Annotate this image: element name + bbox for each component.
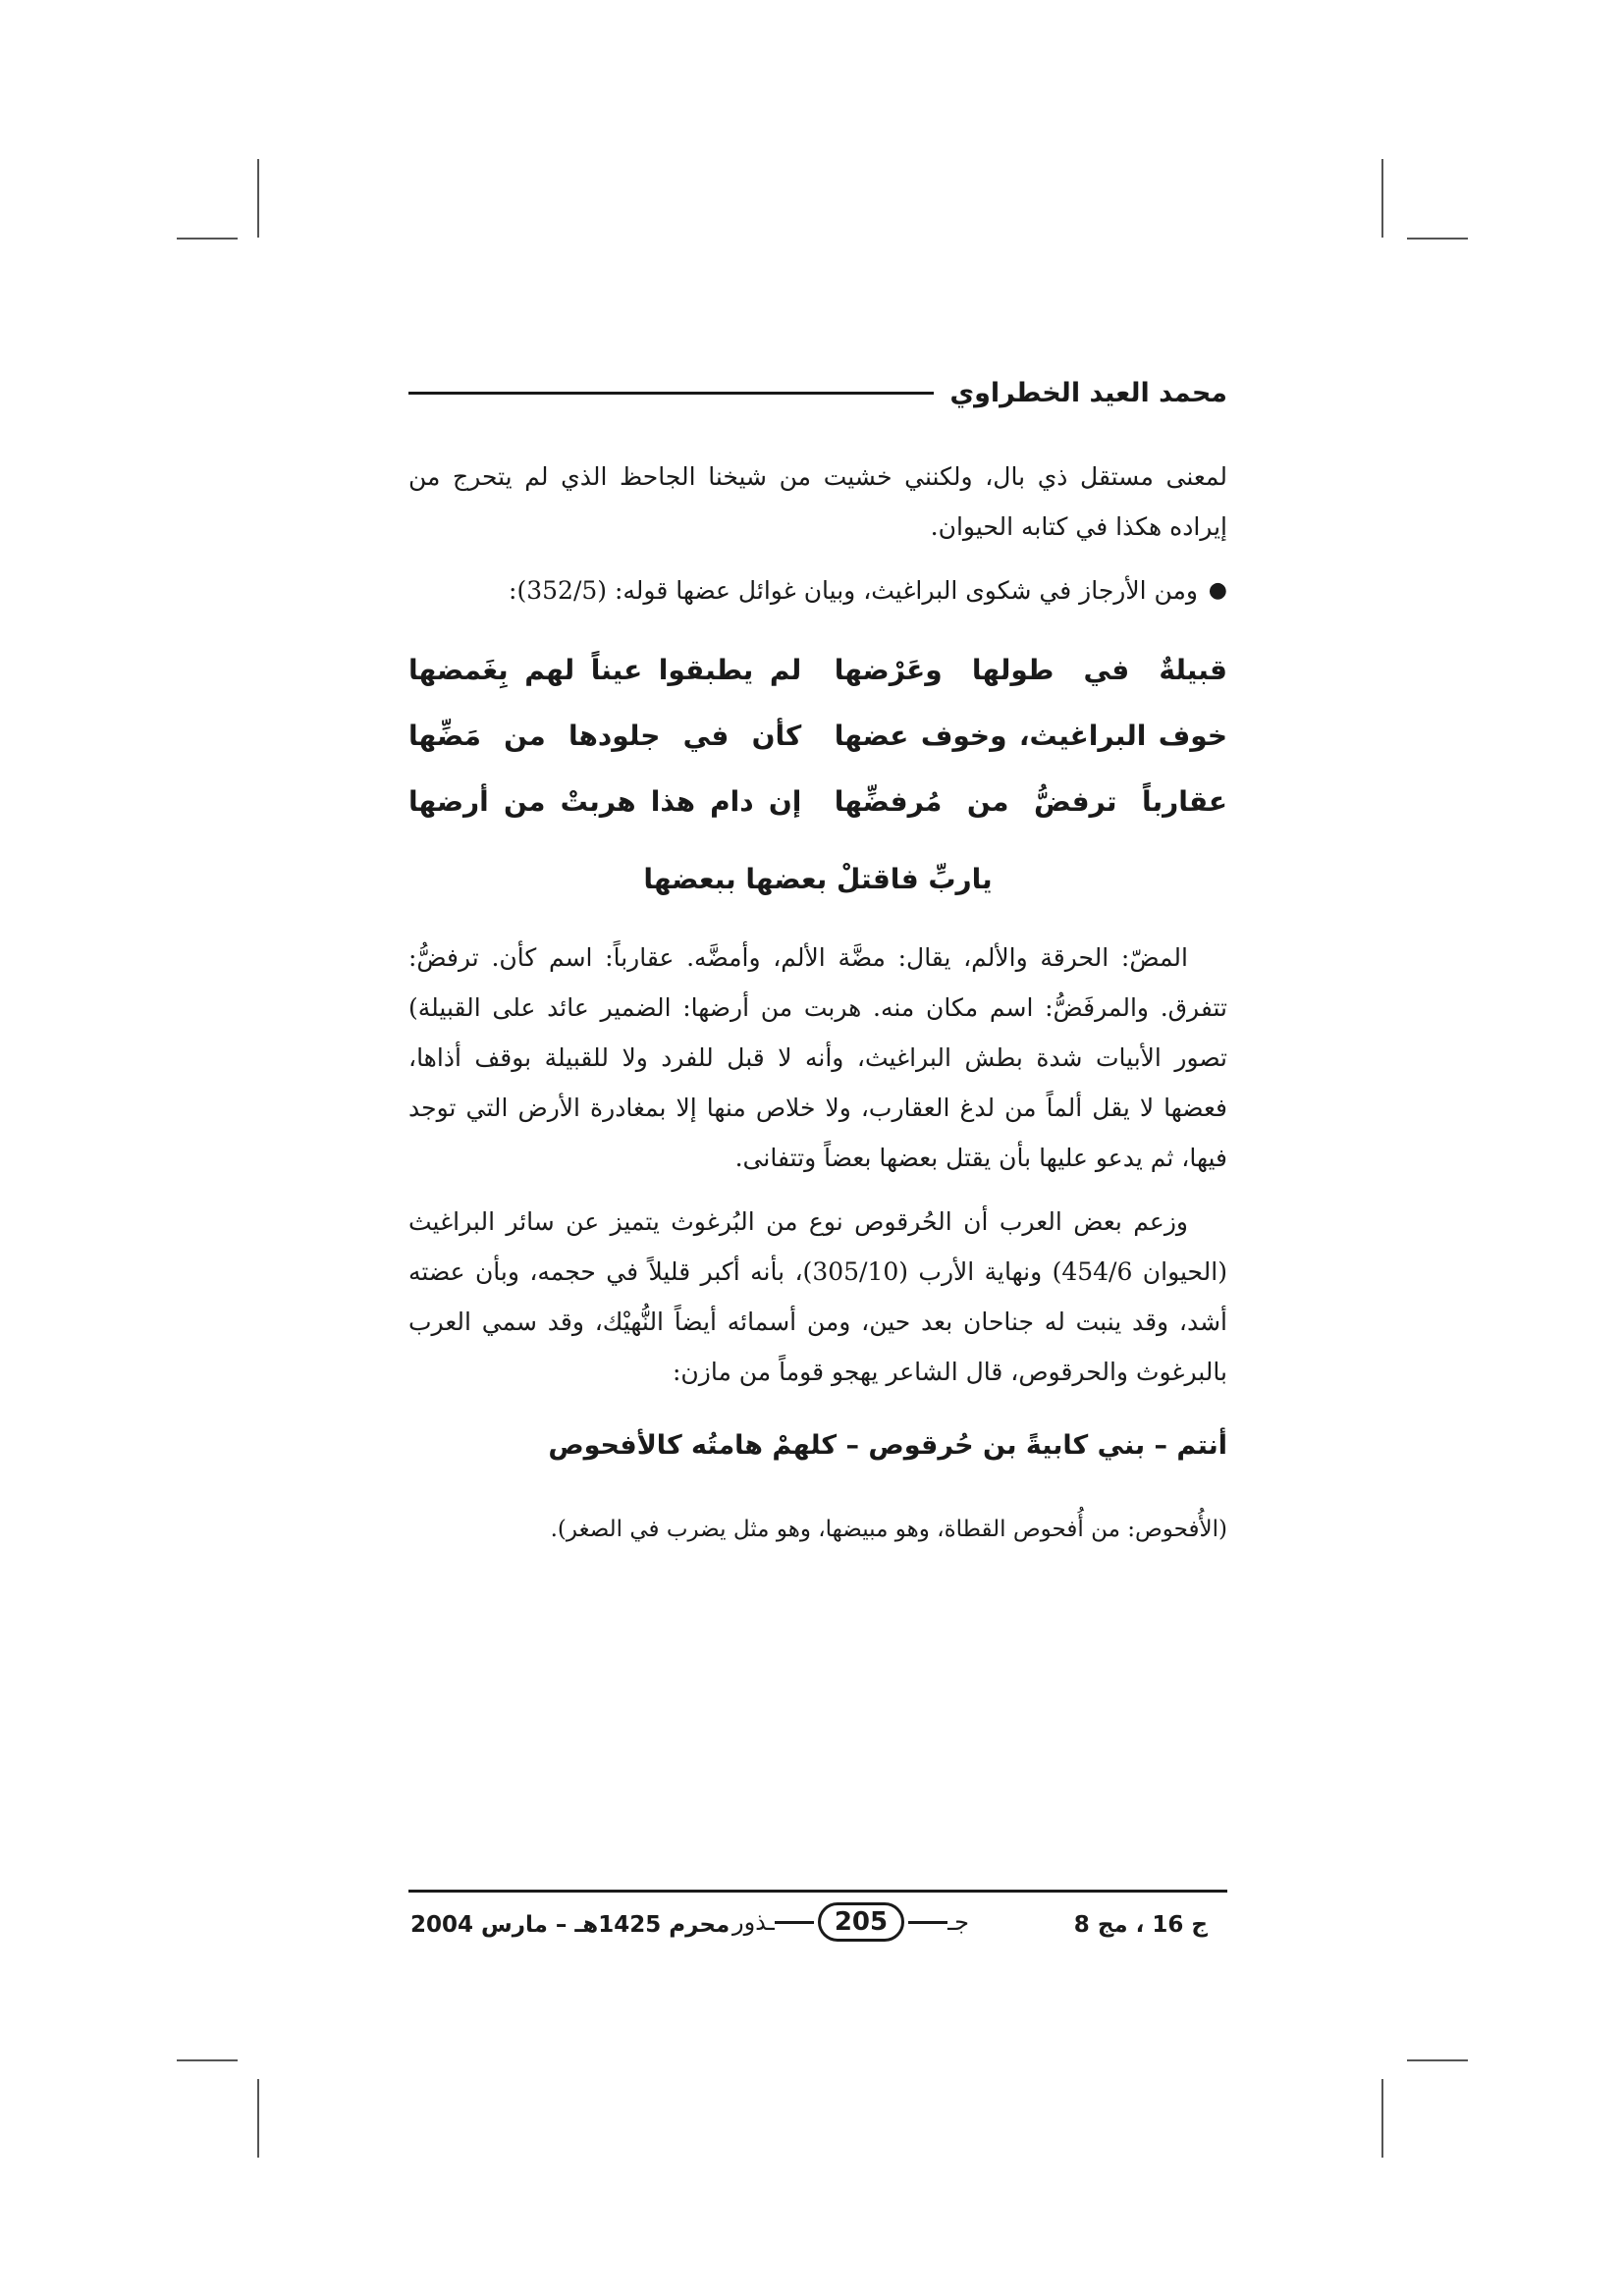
verse-first-hemistich: عقارباً ترفضُّ من مُرفضِّها bbox=[834, 785, 1227, 818]
running-header bbox=[408, 373, 1227, 412]
verse-final: ياربِّ فاقتلْ بعضها ببعضها bbox=[643, 863, 993, 895]
footer-rule bbox=[408, 1890, 1227, 1893]
crop-mark bbox=[257, 2079, 259, 2158]
crop-mark bbox=[1381, 2079, 1383, 2158]
paragraph-3: المضّ: الحرقة والألم، يقال: مضَّة الألم، وأمضَّه. عقارباً: اسم كأن. ترفضُّ: تتفرق. والمرفَضُّ: اسم مكان منه. هربت من أرضها: الضمير عائد على القبيلة) تصور الأبيات شدة بطش البراغيث، وأنه لا قبل للفرد ولا للقبيلة بوقف أذاها، فعضها لا يقل ألماً من لدغ العقارب، ولا خلاص منها إلا بمغادرة الأرض التي توجد فيها، ثم يدعو عليها بأن يقتل بعضها بعضاً وتتفانى. bbox=[408, 943, 1227, 1172]
brand-line bbox=[775, 1921, 814, 1924]
verse-second-hemistich: كأن في جلودها من مَضِّها bbox=[408, 720, 802, 752]
verse-gloss: (الأُفحوص: من أُفحوص القطاة، وهو مبيضها، وهو مثل يضرب في الصغر). bbox=[550, 1517, 1227, 1542]
verse-second-hemistich: لم يطبقوا عيناً لهم بِغَمضها bbox=[408, 654, 802, 686]
paragraph-2: ومن الأرجاز في شكوى البراغيث، وبيان غوائل عضها قوله: (352/5): bbox=[509, 576, 1198, 605]
header-rule bbox=[408, 392, 934, 395]
body-text bbox=[408, 452, 1227, 1577]
header-author: محمد العيد الخطراوي bbox=[949, 377, 1227, 408]
crop-mark bbox=[1407, 2059, 1468, 2061]
crop-mark bbox=[177, 238, 238, 240]
footer-issue: ج 16 ، مج 8 bbox=[1073, 1912, 1208, 1938]
verse-line bbox=[408, 703, 1227, 769]
paragraph-1: لمعنى مستقل ذي بال، ولكنني خشيت من شيخنا الجاحظ الذي لم يتحرج من إيراده هكذا في كتابه الحيوان. bbox=[408, 462, 1227, 541]
paragraph-4: وزعم بعض العرب أن الحُرقوص نوع من البُرغوث يتميز عن سائر البراغيث (الحيوان 454/6) ونهاية الأرب (305/10)، بأنه أكبر قليلاً في حجمه، وبأن عضته أشد، وقد ينبت له جناحان بعد حين، ومن أسمائه أيضاً النُّهيْك، وقد سمي العرب بالبرغوث والحرقوص، قال الشاعر يهجو قوماً من مازن: bbox=[408, 1207, 1227, 1386]
verse-line bbox=[408, 637, 1227, 703]
running-footer bbox=[408, 1902, 1227, 1961]
brand-suffix: ـذور bbox=[732, 1908, 775, 1936]
bullet-icon: ● bbox=[1208, 578, 1227, 603]
page-number: 205 bbox=[818, 1902, 904, 1942]
verse-first-hemistich: خوف البراغيث، وخوف عضها bbox=[834, 720, 1227, 752]
brand-prefix: جـ bbox=[947, 1908, 969, 1936]
crop-mark bbox=[1381, 159, 1383, 238]
footer-date: محرم 1425هـ – مارس 2004 bbox=[410, 1912, 730, 1938]
verse-line bbox=[408, 769, 1227, 834]
crop-mark bbox=[1407, 238, 1468, 240]
bullet-item bbox=[408, 565, 1227, 615]
page bbox=[408, 353, 1227, 1993]
poem bbox=[408, 637, 1227, 834]
crop-mark bbox=[257, 159, 259, 238]
single-verse: أنتم – بني كابيةً بن حُرقوص – كلهمْ هامتُه كالأفحوص bbox=[548, 1430, 1227, 1461]
brand-line bbox=[908, 1921, 947, 1924]
crop-mark bbox=[177, 2059, 238, 2061]
verse-first-hemistich: قبيلةٌ في طولها وعَرْضها bbox=[834, 654, 1227, 686]
verse-second-hemistich: إن دام هذا هربتْ من أرضها bbox=[408, 785, 802, 818]
journal-brand bbox=[732, 1902, 969, 1942]
